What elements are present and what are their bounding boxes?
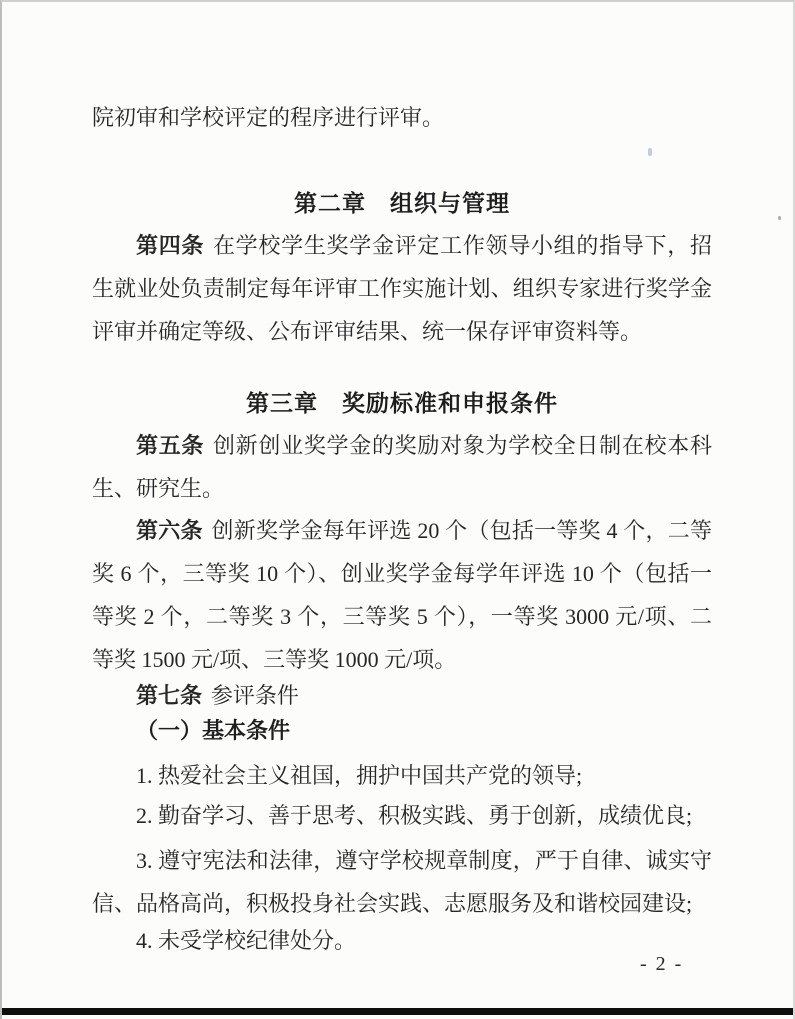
article-4-paragraph xyxy=(92,224,712,353)
article-7-label: 第七条 xyxy=(136,683,203,708)
article-6-paragraph xyxy=(92,509,712,681)
scan-artifact xyxy=(778,216,781,220)
scan-artifact xyxy=(648,148,652,156)
article-5-text: 创新创业奖学金的奖励对象为学校全日制在校本科生、研究生。 xyxy=(92,433,712,501)
basic-conditions-heading: （一）基本条件 xyxy=(136,718,291,743)
chapter-2-heading: 第二章 组织与管理 xyxy=(294,190,510,216)
page-number: - 2 - xyxy=(640,953,684,975)
article-4-label: 第四条 xyxy=(136,233,205,258)
basic-condition-item-1: 1. 热爱社会主义祖国，拥护中国共产党的领导; xyxy=(136,763,583,788)
basic-condition-item-3: 3. 遵守宪法和法律，遵守学校规章制度，严于自律、诚实守信、品格高尚，积极投身社会实践、志愿服务及和谐校园建设; xyxy=(92,848,712,916)
article-6-text: 创新奖学金每年评选 20 个（包括一等奖 4 个，二等奖 6 个，三等奖 10 个）、创业奖学金每学年评选 10 个（包括一等奖 2 个，二等奖 3 个，三等奖 5 个），一等奖 3000 元/项、二等奖 1500 元/项、三等奖 1000 元/项。 xyxy=(92,518,712,672)
basic-condition-item-4: 4. 未受学校纪律处分。 xyxy=(136,928,357,953)
article-6-label: 第六条 xyxy=(136,518,203,543)
document-content xyxy=(92,2,712,1019)
article-7-text: 参评条件 xyxy=(210,683,299,708)
article-5-paragraph xyxy=(92,424,712,510)
paragraph-continuation: 院初审和学校评定的程序进行评审。 xyxy=(92,105,445,130)
chapter-3-heading: 第三章 奖励标准和申报条件 xyxy=(246,390,558,416)
basic-condition-item-2: 2. 勤奋学习、善于思考、积极实践、勇于创新，成绩优良; xyxy=(136,803,693,828)
article-4-text: 在学校学生奖学金评定工作领导小组的指导下，招生就业处负责制定每年评审工作实施计划、组织专家进行奖学金评审并确定等级、公布评审结果、统一保存评审资料等。 xyxy=(92,233,712,344)
article-5-label: 第五条 xyxy=(136,433,205,458)
scan-edge-bar xyxy=(2,1008,793,1015)
